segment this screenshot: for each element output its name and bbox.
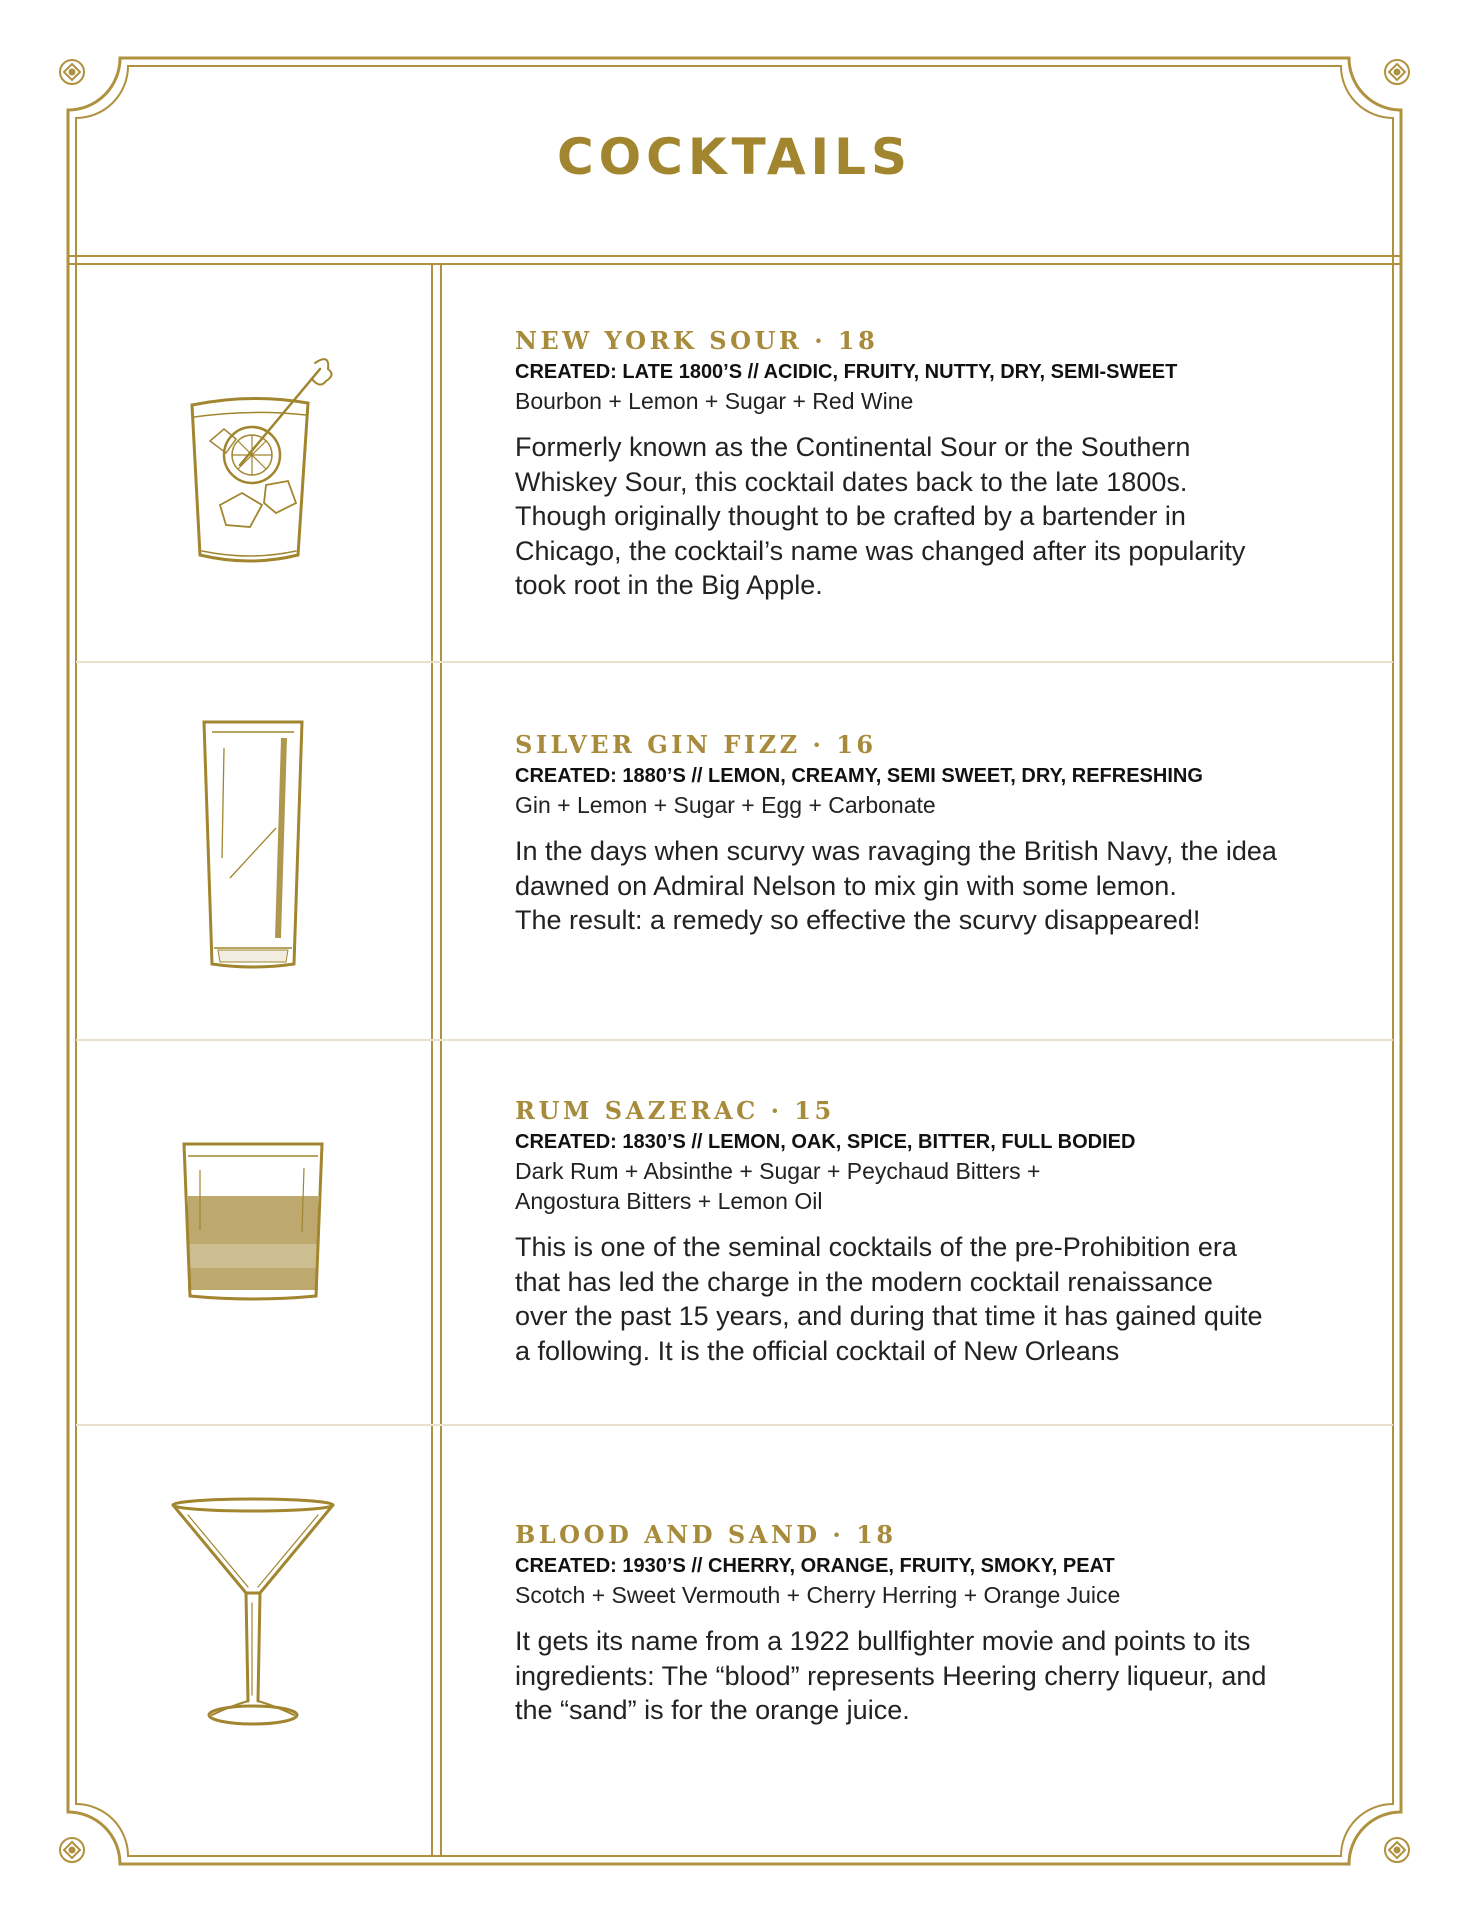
cocktail-ingredients: Dark Rum + Absinthe + Sugar + Peychaud Bitters + Angostura Bitters + Lemon Oil bbox=[515, 1158, 1041, 1214]
cocktail-description: Formerly known as the Continental Sour or the Southern Whiskey Sour, this cocktail dates back to the late 1800s. Though originally thought to be crafted by a bartender in Chicago, the cocktail’s name was changed after its popularity took root in the Big Apple. bbox=[515, 432, 1246, 600]
old-fashioned-glass-icon bbox=[180, 1140, 325, 1305]
cocktail-meta: CREATED: LATE 1800’S // ACIDIC, FRUITY, NUTTY, DRY, SEMI-SWEET bbox=[515, 361, 1178, 383]
cocktail-ingredients: Gin + Lemon + Sugar + Egg + Carbonate bbox=[515, 792, 936, 818]
cocktail-entry-blood-and-sand bbox=[515, 1520, 1345, 1728]
cocktail-entry-silver-gin-fizz bbox=[515, 730, 1345, 938]
cocktail-description: This is one of the seminal cocktails of the pre-Prohibition era that has led the charge in the modern cocktail renaissance over the past 15 years, and during that time it has gained quite a following. It is the official cocktail of New Orleans bbox=[515, 1232, 1263, 1366]
cocktail-name: NEW YORK SOUR · 18 bbox=[515, 326, 879, 355]
cocktail-meta: CREATED: 1830’S // LEMON, OAK, SPICE, BITTER, FULL BODIED bbox=[515, 1131, 1136, 1153]
cocktail-description: It gets its name from a 1922 bullfighter movie and points to its ingredients: The “blood” represents Heering cherry liqueur, and the “sand” is for the orange juice. bbox=[515, 1626, 1267, 1725]
cocktail-name: SILVER GIN FIZZ · 16 bbox=[515, 730, 877, 759]
cocktail-ingredients: Bourbon + Lemon + Sugar + Red Wine bbox=[515, 388, 914, 414]
cocktail-name: RUM SAZERAC · 15 bbox=[515, 1096, 835, 1125]
cocktail-meta: CREATED: 1930’S // CHERRY, ORANGE, FRUITY, SMOKY, PEAT bbox=[515, 1555, 1115, 1577]
page-title: COCKTAILS bbox=[556, 128, 913, 186]
cocktail-description: In the days when scurvy was ravaging the British Navy, the idea dawned on Admiral Nelson to mix gin with some lemon. The result: a remedy so effective the scurvy disappeared! bbox=[515, 836, 1277, 935]
cocktail-entry-new-york-sour bbox=[515, 326, 1345, 603]
cocktail-entry-rum-sazerac bbox=[515, 1096, 1345, 1368]
cocktail-ingredients: Scotch + Sweet Vermouth + Cherry Herring + Orange Juice bbox=[515, 1582, 1121, 1608]
highball-glass-icon bbox=[198, 718, 308, 973]
rocks-glass-with-citrus-icon bbox=[180, 355, 340, 575]
martini-glass-icon bbox=[168, 1495, 338, 1735]
cocktail-meta: CREATED: 1880’S // LEMON, CREAMY, SEMI SWEET, DRY, REFRESHING bbox=[515, 765, 1203, 787]
cocktail-name: BLOOD AND SAND · 18 bbox=[515, 1520, 897, 1549]
